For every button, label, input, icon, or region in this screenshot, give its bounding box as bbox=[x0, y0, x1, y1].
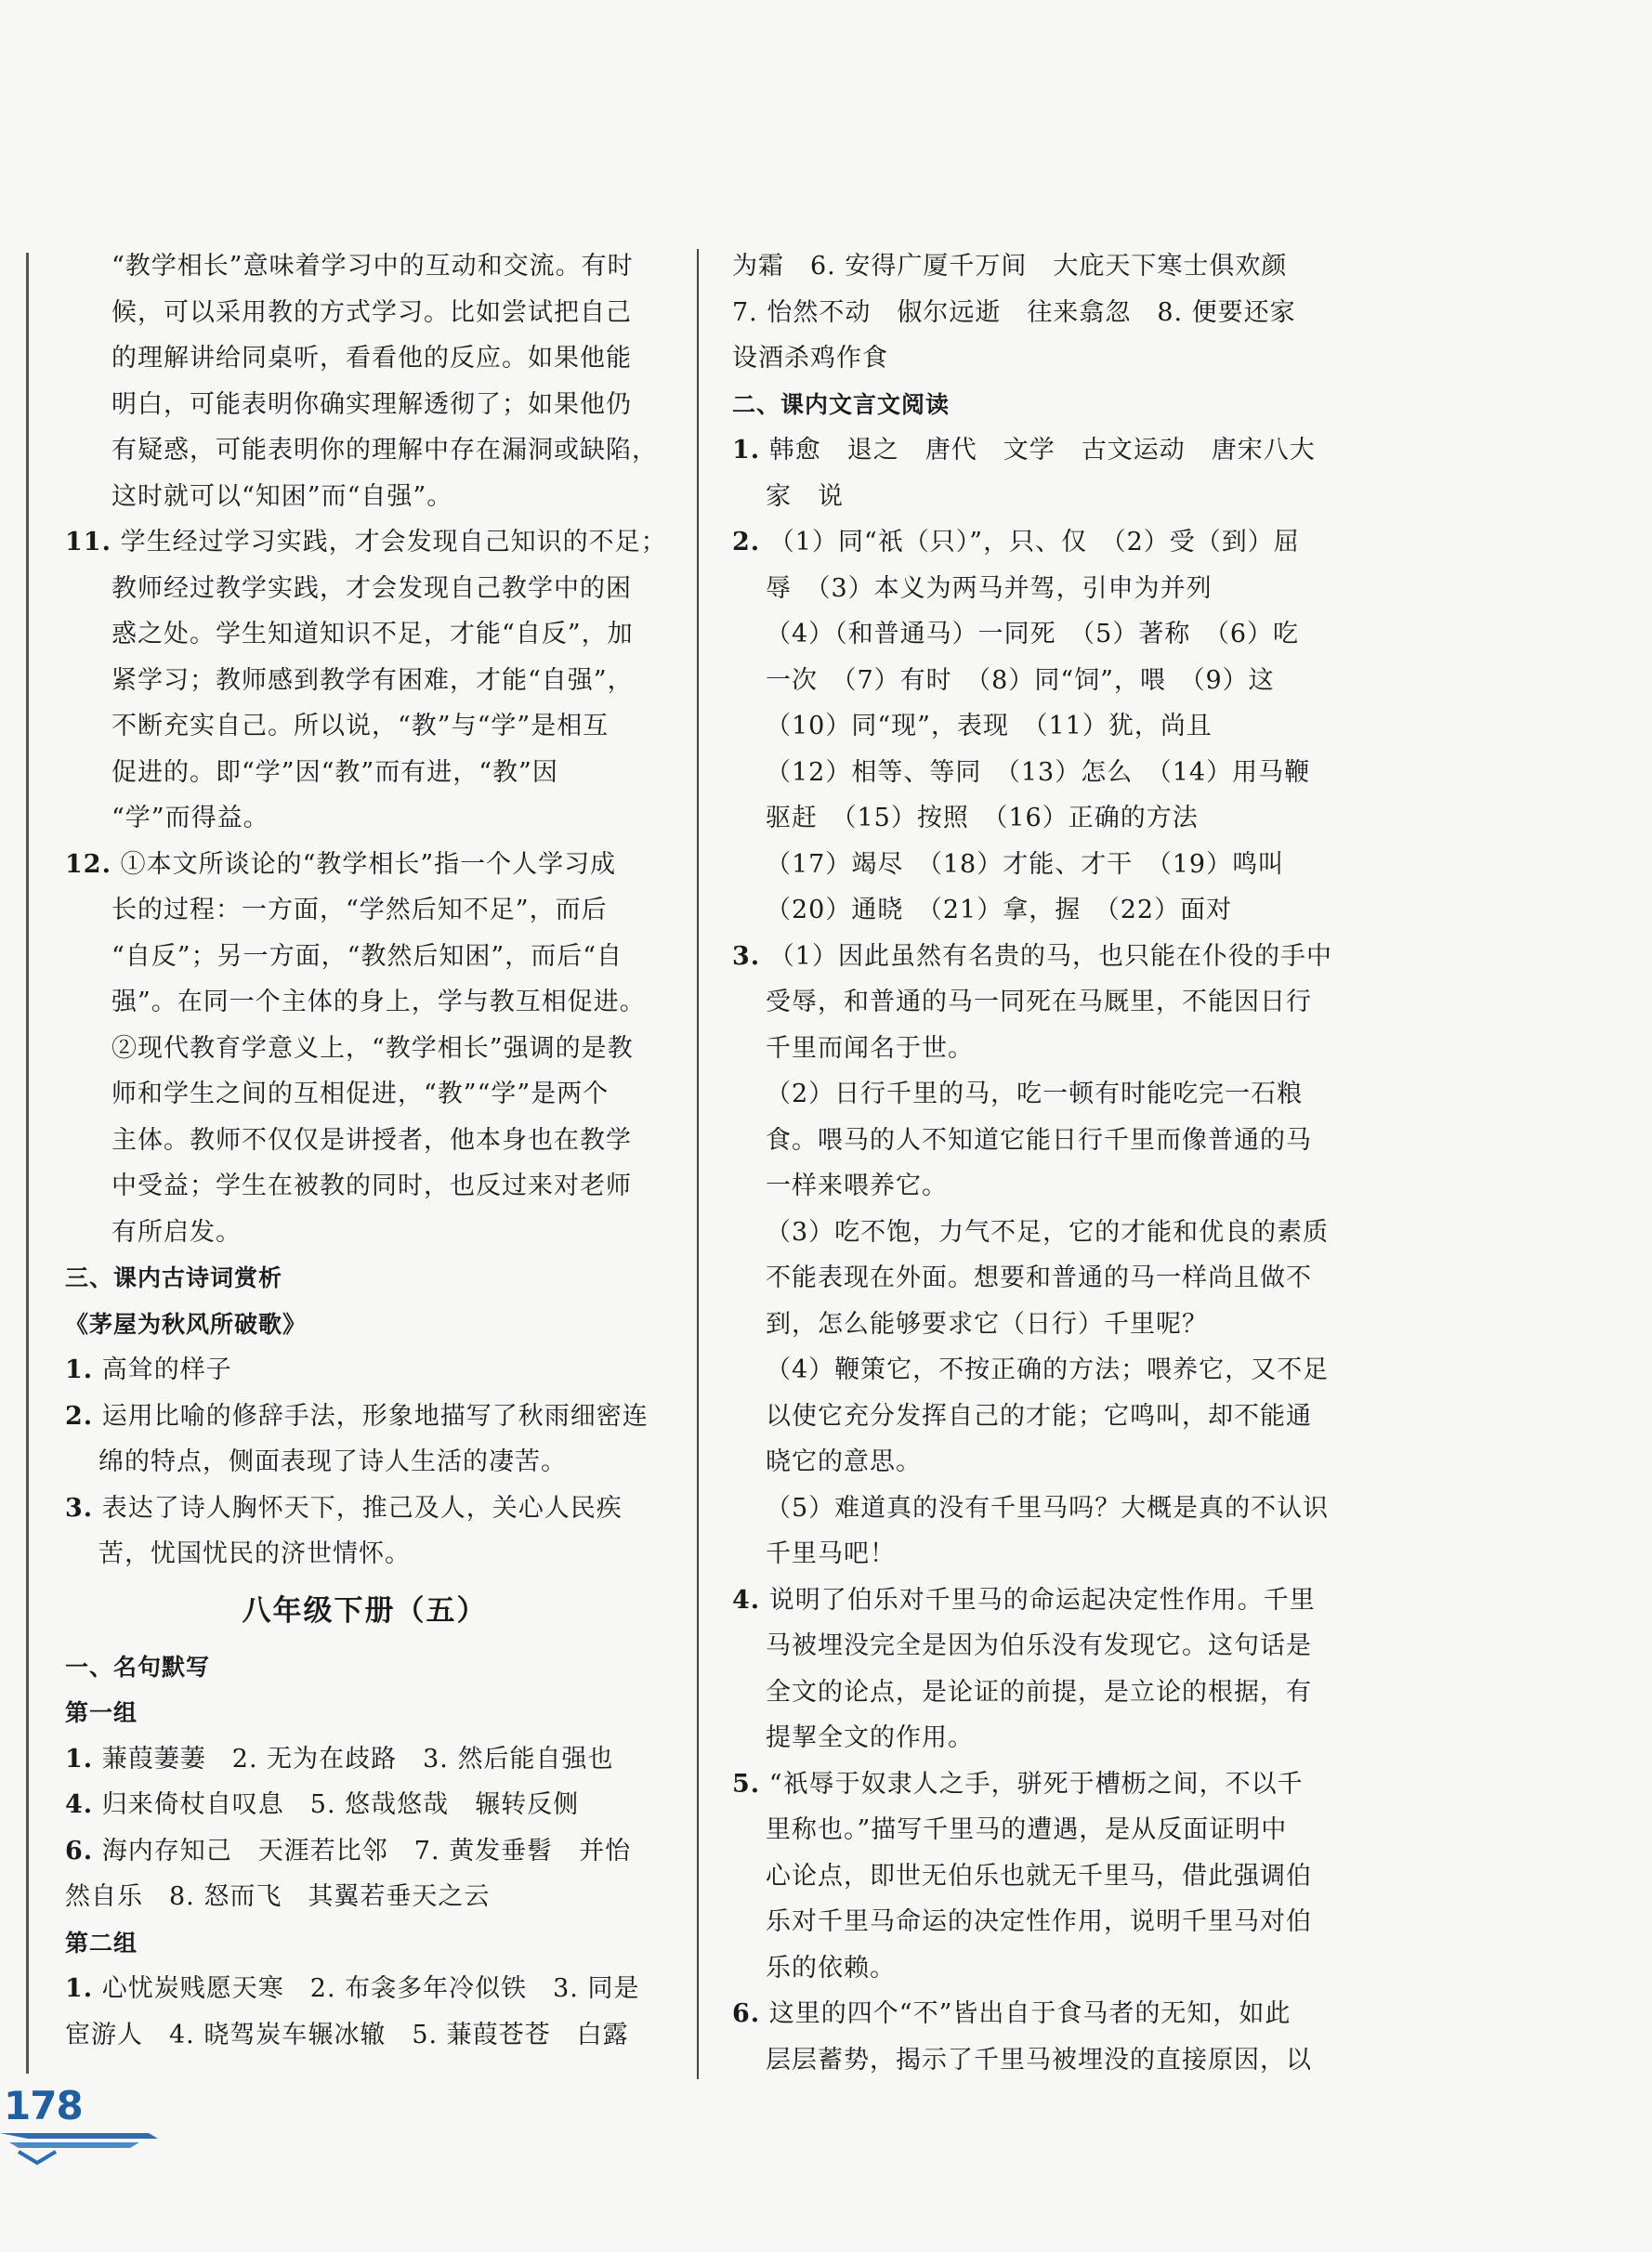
left-margin-rule bbox=[26, 253, 29, 2074]
line-text: 有所启发。 bbox=[111, 1217, 242, 1247]
line-text: 二、课内文言文阅读 bbox=[732, 390, 951, 418]
right-column-line bbox=[732, 887, 1327, 934]
line-text: 受辱，和普通的马一同死在马厩里，不能因日行 bbox=[766, 988, 1312, 1016]
right-column-line bbox=[732, 1669, 1327, 1716]
line-text: （5）难道真的没有千里马吗？大概是真的不认识 bbox=[766, 1493, 1330, 1523]
line-text: 乐的依赖。 bbox=[766, 1953, 896, 1983]
line-text: 这里的四个“不”皆出自于食马者的无知，如此 bbox=[768, 1999, 1291, 2028]
line-text: 八年级下册（五） bbox=[242, 1593, 488, 1628]
left-column-line bbox=[65, 1439, 664, 1486]
line-text: 蒹葭萋萋 2. 无为在歧路 3. 然后能自强也 bbox=[101, 1744, 614, 1774]
line-text: 惑之处。学生知道知识不足，才能“自反”，加 bbox=[111, 620, 634, 648]
line-text: 明白，可能表明你确实理解透彻了；如果他仍 bbox=[111, 389, 632, 419]
line-text: 强”。在同一个主体的身上，学与教互相促进。 bbox=[111, 988, 646, 1016]
line-text: （4）鞭策它，不按正确的方法；喂养它，又不足 bbox=[766, 1355, 1330, 1384]
line-text: （1）同“祇（只）”，只、仅 （2）受（到）屈 bbox=[768, 528, 1300, 556]
left-column-line bbox=[65, 335, 664, 382]
line-text: 全文的论点，是论证的前提，是立论的根据，有 bbox=[766, 1677, 1312, 1707]
item-number: 1. bbox=[732, 436, 761, 465]
page-corner-ornament-icon bbox=[0, 2129, 167, 2167]
line-text: 然自乐 8. 怒而飞 其翼若垂天之云 bbox=[65, 1882, 491, 1911]
line-text: 心论点，即世无伯乐也就无千里马，借此强调伯 bbox=[766, 1861, 1312, 1891]
line-text: 不断充实自己。所以说，“教”与“学”是相互 bbox=[111, 712, 610, 740]
line-text: （12）相等、等同 （13）怎么 （14）用马鞭 bbox=[766, 757, 1311, 787]
left-column-line bbox=[65, 1118, 664, 1164]
right-column-line bbox=[732, 290, 1327, 336]
right-column-line bbox=[732, 1623, 1327, 1669]
line-text: 以使它充分发挥自己的才能；它鸣叫，却不能通 bbox=[766, 1401, 1312, 1431]
line-text: ②现代教育学意义上，“教学相长”强调的是教 bbox=[111, 1033, 634, 1063]
left-column-line bbox=[65, 566, 664, 612]
item-number: 3. bbox=[65, 1493, 94, 1523]
left-column-line bbox=[65, 1736, 664, 1783]
left-column-line bbox=[65, 519, 667, 566]
right-column-line bbox=[732, 1255, 1327, 1302]
left-column-line bbox=[65, 427, 664, 474]
left-column-line bbox=[65, 887, 664, 934]
line-text: 到，怎么能够要求它（日行）千里呢？ bbox=[766, 1309, 1208, 1339]
item-number: 5. bbox=[732, 1769, 761, 1799]
line-text: “祇辱于奴隶人之手，骈死于槽枥之间，不以千 bbox=[768, 1769, 1304, 1799]
line-text: 紧学习；教师感到教学有困难，才能“自强”， bbox=[111, 665, 634, 695]
line-text: 师和学生之间的互相促进，“教”“学”是两个 bbox=[111, 1080, 610, 1108]
item-number: 1. bbox=[65, 1744, 94, 1774]
left-column-line bbox=[65, 611, 664, 658]
left-column-line bbox=[65, 1644, 664, 1691]
line-text: 7. 怡然不动 俶尔远逝 往来翕忽 8. 便要还家 bbox=[732, 297, 1296, 327]
item-number: 1. bbox=[65, 1355, 94, 1384]
left-column-line bbox=[65, 1486, 664, 1532]
line-text: 一、名句默写 bbox=[65, 1653, 211, 1681]
right-column-line bbox=[732, 1807, 1327, 1853]
line-text: （2）日行千里的马，吃一顿有时能吃完一石粮 bbox=[766, 1080, 1304, 1108]
line-text: 促进的。即“学”因“教”而有进，“教”因 bbox=[111, 757, 558, 787]
left-column-line bbox=[65, 1690, 664, 1736]
left-column-line bbox=[65, 1255, 664, 1302]
left-column-line bbox=[65, 474, 664, 520]
left-column bbox=[65, 243, 667, 2058]
line-text: 归来倚杖自叹息 5. 悠哉悠哉 辗转反侧 bbox=[101, 1790, 580, 1819]
line-text: 心忧炭贱愿天寒 2. 布衾多年冷似铁 3. 同是 bbox=[101, 1974, 640, 2003]
left-column-line bbox=[65, 1210, 664, 1256]
line-text: 晓它的意思。 bbox=[766, 1447, 922, 1476]
right-column-line bbox=[732, 1991, 1327, 2037]
line-text: 韩愈 退之 唐代 文学 古文运动 唐宋八大 bbox=[768, 436, 1316, 465]
right-column-line bbox=[732, 566, 1327, 612]
left-column-line bbox=[65, 290, 664, 336]
line-text: （20）通晓 （21）拿，握 （22）面对 bbox=[766, 896, 1233, 924]
line-text: 三、课内古诗词赏析 bbox=[65, 1264, 283, 1291]
right-column-line bbox=[732, 795, 1327, 842]
right-column-line bbox=[732, 382, 1327, 428]
line-text: 中受益；学生在被教的同时，也反过来对老师 bbox=[111, 1172, 632, 1200]
item-number: 4. bbox=[65, 1790, 94, 1819]
line-text: （1）因此虽然有名贵的马，也只能在仆役的手中 bbox=[768, 941, 1332, 971]
line-text: 乐对千里马命运的决定性作用，说明千里马对伯 bbox=[766, 1907, 1312, 1936]
right-column-line bbox=[732, 658, 1327, 704]
left-column-line bbox=[65, 1302, 664, 1348]
line-text: 长的过程：一方面，“学然后知不足”，而后 bbox=[111, 896, 608, 924]
line-text: 《茅屋为秋风所破歌》 bbox=[65, 1310, 308, 1338]
right-column-line bbox=[732, 703, 1327, 750]
right-column-line bbox=[732, 1394, 1327, 1440]
line-text: 说明了伯乐对千里马的命运起决定性作用。千里 bbox=[768, 1585, 1316, 1615]
right-column-line bbox=[732, 1302, 1327, 1348]
line-text: “学”而得益。 bbox=[111, 804, 269, 832]
right-column-line bbox=[732, 979, 1327, 1026]
right-column-line bbox=[732, 519, 1327, 566]
line-text: 家 说 bbox=[766, 481, 844, 511]
right-column-line bbox=[732, 474, 1327, 520]
right-column-line bbox=[732, 1347, 1330, 1394]
left-column-line bbox=[65, 243, 664, 290]
right-column-line bbox=[732, 611, 1327, 658]
right-column-line bbox=[732, 243, 1327, 290]
left-column-line bbox=[65, 842, 664, 888]
line-text: 设酒杀鸡作食 bbox=[732, 344, 888, 373]
right-column-line bbox=[732, 1945, 1327, 1992]
left-column-line bbox=[65, 1578, 664, 1644]
line-text: 里称也。”描写千里马的遭遇，是从反面证明中 bbox=[766, 1815, 1288, 1844]
left-column-line bbox=[65, 750, 664, 796]
right-column-line bbox=[732, 1761, 1327, 1808]
line-text: 层层蓄势，揭示了千里马被埋没的直接原因，以 bbox=[766, 2045, 1312, 2075]
line-text: 候，可以采用教的方式学习。比如尝试把自己 bbox=[111, 297, 632, 327]
line-text: “教学相长”意味着学习中的互动和交流。有时 bbox=[111, 252, 634, 281]
left-column-line bbox=[65, 703, 664, 750]
line-text: （3）吃不饱，力气不足，它的才能和优良的素质 bbox=[766, 1217, 1330, 1247]
line-text: 一样来喂养它。 bbox=[766, 1172, 948, 1200]
left-column-line bbox=[65, 1394, 664, 1440]
line-text: 运用比喻的修辞手法，形象地描写了秋雨细密连 bbox=[101, 1401, 649, 1431]
right-column-line bbox=[732, 1071, 1327, 1118]
left-column-line bbox=[65, 795, 664, 842]
right-column-line bbox=[732, 2037, 1327, 2084]
line-text: 学生经过学习实践，才会发现自己知识的不足； bbox=[120, 528, 667, 556]
left-column-line bbox=[65, 1966, 664, 2012]
line-text: 高耸的样子 bbox=[101, 1355, 232, 1384]
right-column-line bbox=[732, 1210, 1330, 1256]
left-column-line bbox=[65, 1874, 664, 1920]
right-column-line bbox=[732, 1531, 1327, 1578]
right-column-line bbox=[732, 842, 1327, 888]
right-column-line bbox=[732, 1163, 1327, 1210]
left-column-line bbox=[65, 1071, 664, 1118]
left-column-line bbox=[65, 934, 664, 980]
right-column-line bbox=[732, 1853, 1327, 1900]
line-text: 第二组 bbox=[65, 1929, 138, 1957]
item-number: 2. bbox=[65, 1401, 94, 1431]
line-text: （17）竭尽 （18）才能、才干 （19）鸣叫 bbox=[766, 849, 1285, 879]
column-divider bbox=[697, 249, 699, 2079]
line-text: 驱赶 （15）按照 （16）正确的方法 bbox=[766, 804, 1199, 832]
right-column-line bbox=[732, 1439, 1327, 1486]
right-column-line bbox=[732, 1578, 1327, 1624]
right-column bbox=[732, 243, 1332, 2083]
line-text: 海内存知己 天涯若比邻 7. 黄发垂髫 并怡 bbox=[101, 1836, 632, 1866]
line-text: （4）（和普通马）一同死 （5）著称 （6）吃 bbox=[766, 620, 1300, 648]
left-column-line bbox=[65, 658, 664, 704]
item-number: 6. bbox=[65, 1836, 94, 1866]
line-text: 一次 （7）有时 （8）同“饲”，喂 （9）这 bbox=[766, 665, 1275, 695]
line-text: 马被埋没完全是因为伯乐没有发现它。这句话是 bbox=[766, 1631, 1312, 1660]
page-number: 178 bbox=[4, 2083, 83, 2128]
left-column-line bbox=[65, 1828, 664, 1875]
left-column-line bbox=[65, 1026, 664, 1072]
left-column-line bbox=[65, 979, 664, 1026]
line-text: 食。喂马的人不知道它能日行千里而像普通的马 bbox=[766, 1125, 1312, 1155]
item-number: 2. bbox=[732, 528, 761, 556]
line-text: “自反”；另一方面，“教然后知困”，而后“自 bbox=[111, 941, 623, 971]
line-text: ①本文所谈论的“教学相长”指一个人学习成 bbox=[120, 849, 617, 879]
left-column-line bbox=[65, 1920, 664, 1967]
line-text: 绵的特点，侧面表现了诗人生活的凄苦。 bbox=[98, 1447, 567, 1476]
line-text: 有疑惑，可能表明你的理解中存在漏洞或缺陷， bbox=[111, 436, 658, 465]
right-column-line bbox=[732, 1026, 1327, 1072]
line-text: 苦，忧国忧民的济世情怀。 bbox=[98, 1539, 411, 1568]
right-column-line bbox=[732, 1899, 1327, 1945]
item-number: 11. bbox=[65, 528, 111, 556]
left-column-line bbox=[65, 382, 664, 428]
line-text: 主体。教师不仅仅是讲授者，他本身也在教学 bbox=[111, 1125, 632, 1155]
line-text: 的理解讲给同桌听，看看他的反应。如果他能 bbox=[111, 344, 632, 373]
right-column-line bbox=[732, 1486, 1330, 1532]
line-text: 提挈全文的作用。 bbox=[766, 1723, 974, 1752]
line-text: 这时就可以“知困”而“自强”。 bbox=[111, 481, 453, 511]
left-column-line bbox=[65, 1782, 664, 1828]
line-text: （10）同“现”，表现 （11）犹，尚且 bbox=[766, 712, 1213, 740]
line-text: 第一组 bbox=[65, 1699, 138, 1726]
left-column-line bbox=[65, 1531, 664, 1578]
right-column-line bbox=[732, 1118, 1327, 1164]
line-text: 教师经过教学实践，才会发现自己教学中的困 bbox=[111, 573, 632, 603]
right-column-line bbox=[732, 1715, 1327, 1761]
item-number: 3. bbox=[732, 941, 761, 971]
right-column-line bbox=[732, 750, 1327, 796]
right-column-line bbox=[732, 335, 1327, 382]
line-text: 表达了诗人胸怀天下，推己及人，关心人民疾 bbox=[101, 1493, 623, 1523]
item-number: 12. bbox=[65, 849, 111, 879]
item-number: 1. bbox=[65, 1974, 94, 2003]
line-text: 千里马吧！ bbox=[766, 1539, 896, 1568]
right-column-line bbox=[732, 934, 1332, 980]
left-column-line bbox=[65, 2012, 664, 2059]
line-text: 为霜 6. 安得广厦千万间 大庇天下寒士俱欢颜 bbox=[732, 252, 1288, 281]
line-text: 宦游人 4. 晓驾炭车辗冰辙 5. 蒹葭苍苍 白露 bbox=[65, 2020, 629, 2049]
item-number: 4. bbox=[732, 1585, 761, 1615]
line-text: 不能表现在外面。想要和普通的马一样尚且做不 bbox=[766, 1263, 1312, 1292]
left-column-line bbox=[65, 1163, 664, 1210]
line-text: 千里而闻名于世。 bbox=[766, 1033, 974, 1063]
item-number: 6. bbox=[732, 1999, 761, 2028]
line-text: 辱 （3）本义为两马并驾，引申为并列 bbox=[766, 573, 1213, 603]
right-column-line bbox=[732, 427, 1327, 474]
left-column-line bbox=[65, 1347, 664, 1394]
